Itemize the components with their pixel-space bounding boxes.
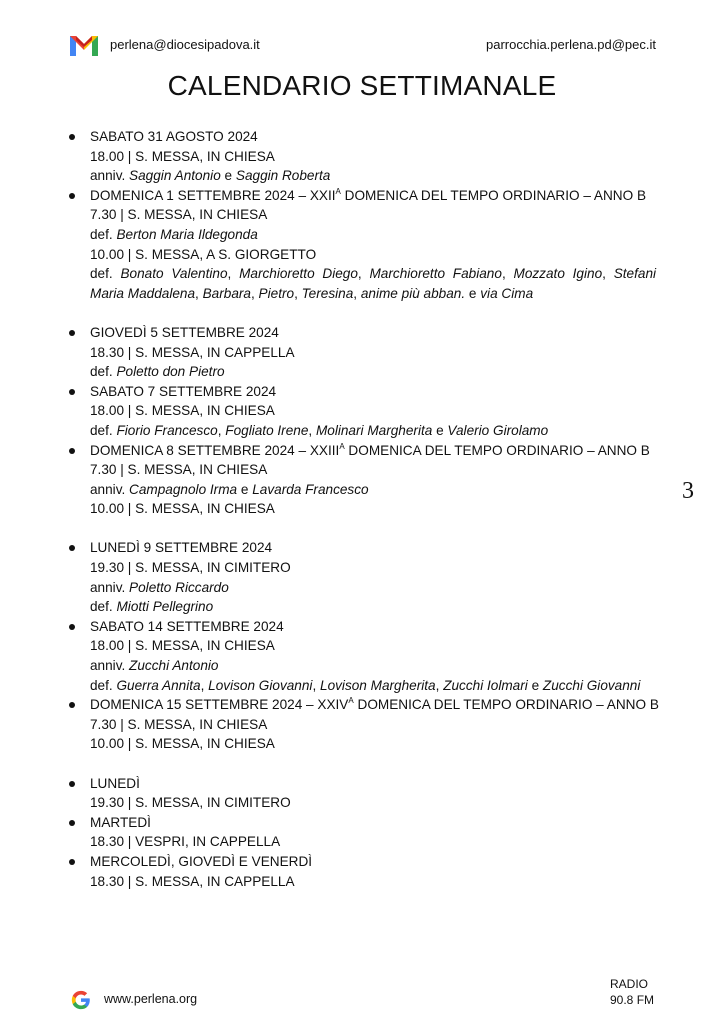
intention-line: def. Poletto don Pietro [90, 364, 225, 380]
mass-time: 7.30 | S. MESSA, IN CHIESA [90, 207, 268, 223]
page-number: 3 [682, 478, 694, 504]
list-item [90, 382, 656, 441]
website-link[interactable]: www.perlena.org [104, 992, 198, 1006]
mass-time: 19.30 | S. MESSA, IN CIMITERO [90, 560, 291, 576]
mass-time: 19.30 | S. MESSA, IN CIMITERO [90, 795, 291, 811]
list-item [90, 127, 656, 186]
day-date: SABATO 14 SETTEMBRE 2024 [90, 618, 284, 634]
intention-line: def. Bonato Valentino, Marchioretto Diego, Marchioretto Fabiano, Mozzato Igino, Stefani Maria Maddalena, Barbara, Pietro, Teresina, anime più abban. e via Cima [90, 266, 657, 301]
day-date: DOMENICA 15 SETTEMBRE $2024 - XXIV^A$ DOMENICA DEL TEMPO ORDINARIO – ANNO B [90, 696, 659, 713]
intention-line: def. Berton Maria Ildegonda [90, 226, 258, 242]
mass-time: 18.30 | S. MESSA, IN CAPPELLA [90, 873, 295, 889]
list-item [90, 813, 656, 852]
day-date: SABATO 7 SETTEMBRE 2024 [90, 383, 277, 399]
day-date: LUNEDÌ [90, 775, 140, 791]
google-icon [70, 989, 92, 1011]
day-date: MERCOLEDÌ, GIOVEDÌ E VENERDÌ [90, 853, 313, 869]
intention-line: def. Fiorio Francesco, Fogliato Irene, Molinari Margherita e Valerio Girolamo [90, 422, 549, 438]
pec-address[interactable]: parrocchia.perlena.pd@pec.it [485, 37, 656, 52]
day-date: GIOVEDÌ 5 SETTEMBRE 2024 [90, 324, 279, 340]
email-address[interactable]: perlena@diocesipadova.it [110, 37, 260, 52]
day-date: MARTEDÌ [90, 814, 151, 830]
mass-time: 7.30 | S. MESSA, IN CHIESA [90, 716, 268, 732]
gmail-icon [70, 34, 98, 56]
day-date: SABATO 31 AGOSTO 2024 [90, 129, 258, 144]
intention-line: def. Miotti Pellegrino [90, 599, 214, 615]
list-item [90, 441, 656, 519]
mass-time: 18.30 | VESPRI, IN CAPPELLA [90, 834, 281, 850]
intention-line: def. Guerra Annita, Lovison Giovanni, Lovison Margherita, Zucchi Iolmari e Zucchi Giovanni [90, 677, 641, 693]
intention-line: anniv. Campagnolo Irma e Lavarda Francesco [90, 481, 369, 497]
list-item [90, 538, 656, 616]
mass-time: 18.30 | S. MESSA, IN CAPPELLA [90, 344, 295, 360]
mass-time: 18.00 | S. MESSA, IN CHIESA [90, 638, 275, 654]
list-item [90, 695, 659, 754]
mass-time: 18.00 | S. MESSA, IN CHIESA [90, 403, 275, 419]
list-item [90, 774, 656, 813]
radio-frequency: RADIO 90.8 FM [610, 977, 655, 1007]
mass-time: 10.00 | S. MESSA, IN CHIESA [90, 501, 275, 517]
list-item [90, 323, 656, 382]
intention-line: anniv. Poletto Riccardo [90, 579, 229, 595]
mass-time: 7.30 | S. MESSA, IN CHIESA [90, 462, 268, 478]
mass-time: 18.00 | S. MESSA, IN CHIESA [90, 148, 275, 164]
mass-time: 10.00 | S. MESSA, A S. GIORGETTO [90, 246, 317, 262]
page-title: CALENDARIO SETTIMANALE [167, 70, 557, 101]
mass-time: 10.00 | S. MESSA, IN CHIESA [90, 736, 275, 752]
list-item [90, 617, 656, 695]
page-header [70, 33, 656, 59]
day-date: DOMENICA 8 SETTEMBRE $2024 - XXIII^A$ DOMENICA DEL TEMPO ORDINARIO – ANNO B [90, 441, 650, 458]
list-item [90, 852, 656, 891]
day-date: DOMENICA 1 SETTEMBRE $2024 - XXII^A$ DOMENICA DEL TEMPO ORDINARIO – ANNO B [90, 186, 647, 203]
intention-line: anniv. Zucchi Antonio [90, 658, 219, 674]
intention-line: anniv. Saggin Antonio e Saggin Roberta [90, 168, 331, 184]
calendar-list [90, 127, 659, 891]
list-item [90, 186, 656, 304]
day-date: LUNEDÌ 9 SETTEMBRE 2024 [90, 540, 273, 556]
